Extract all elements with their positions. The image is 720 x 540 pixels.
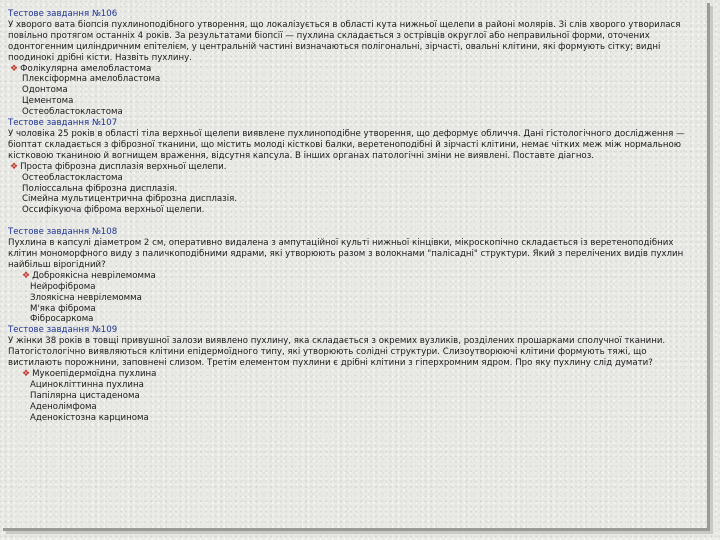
answer-option: Аденокістозна карцинома xyxy=(30,412,149,423)
answer-option: Оссифікуюча фіброма верхньої щелепи. xyxy=(22,205,205,216)
diamond-bullet-icon: ❖ xyxy=(22,270,31,281)
question-text: У хворого вата біопсія пухлиноподібного утворення, що локалізується в області кута нижньої щелепи в районі молярів. Зі слів хворого утворилася повільно протягом останніх 4 років. За результатами біопсії — пухлина складається з острівців округлої або неправильної форми, оточених одонтогенним циліндричним епітелієм, у центральній частині визначаються полігональні, зірчасті, овальні клітини, які формують сітку; видні поодинокі дрібні кісти. Назвіть пухлину. xyxy=(8,19,681,63)
answer-option: Нейрофіброма xyxy=(30,281,96,292)
diamond-bullet-icon: ❖ xyxy=(10,161,19,172)
option-label: Доброякісна неврілемомма xyxy=(32,270,156,281)
test-content xyxy=(8,9,698,424)
spacer xyxy=(8,216,698,227)
question-text: Пухлина в капсулі діаметром 2 см, оперативно видалена з ампутаційної культі нижньої кінцівки, мікроскопічно складається із веретеноподібних клітин мономорфного виду з паличкоподібними ядрами, які утворюють разом з волокнами "палісадні" структури. Який з перелічених видів пухлин найбільш вірогідний? xyxy=(8,238,684,270)
answer-option-correct xyxy=(8,271,698,282)
answer-option: Поліоссальна фіброзна дисплазія. xyxy=(22,183,178,194)
test-109 xyxy=(8,325,698,423)
answer-option: Одонтома xyxy=(22,85,68,96)
option-label: Мукоепідермоїдна пухлина xyxy=(32,369,157,379)
answer-option-correct xyxy=(8,369,698,380)
option-label: Проста фіброзна дисплазія верхньої щелепи. xyxy=(20,161,227,172)
answer-option: Цементома xyxy=(22,96,74,107)
test-heading: Тестове завдання №108 xyxy=(8,227,118,238)
test-heading: Тестове завдання №109 xyxy=(8,325,118,336)
answer-option: Остеобластокластома xyxy=(22,172,123,183)
answer-option: Ацинокліттинна пухлина xyxy=(30,379,144,390)
test-107 xyxy=(8,118,698,216)
test-heading: Тестове завдання №106 xyxy=(8,9,118,19)
answer-option-correct xyxy=(8,162,698,173)
diamond-bullet-icon: ❖ xyxy=(10,63,19,74)
diamond-bullet-icon: ❖ xyxy=(22,369,31,379)
answer-option: Злоякісна неврілемомма xyxy=(30,292,142,303)
answer-option: Сімейна мультицентрична фіброзна дисплазія. xyxy=(22,194,237,205)
answer-option: Плексіформна амелобластома xyxy=(22,74,161,85)
question-text: У чоловіка 25 років в області тіла верхньої щелепи виявлене пухлиноподібне утворення, що деформує обличчя. Дані гістологічного дослідження — біоптат складається з фіброзної тканини, що містить молоді кісткові балки, веретеноподібні й зірчасті клітини, немає чітких меж між нормальною кістковою тканиною й вогнищем враження, відсутня капсула. В інших органах патологічні зміни не виявлені. Поставте діагноз. xyxy=(8,128,685,161)
answer-option: М'яка фіброма xyxy=(30,303,96,314)
test-106 xyxy=(8,9,698,118)
answer-option: Остеобластокластома xyxy=(22,107,123,118)
answer-option: Аденолімфома xyxy=(30,401,97,412)
answer-option: Папілярна цистаденома xyxy=(30,390,140,401)
question-text: У жінки 38 років в товщі привушної залози виявлено пухлину, яка складається з окремих вузликів, розділених прошарками сполучної тканини. Патогістологічно виявляються клітини епідермоїдного типу, які утворюють солідні структури. Слизоутворюючі клітини формують тяжі, що вистилають порожнини, заповнені слизом. Третім елементом пухлини є дрібні клітини з гіперхромним ядром. Про яку пухлину слід думати? xyxy=(8,336,666,369)
test-heading: Тестове завдання №107 xyxy=(8,118,118,129)
test-108 xyxy=(8,227,698,325)
answer-option: Фібросаркома xyxy=(30,314,94,325)
answer-option-correct xyxy=(8,64,698,75)
option-label: Фолікулярна амелобластома xyxy=(20,63,152,74)
